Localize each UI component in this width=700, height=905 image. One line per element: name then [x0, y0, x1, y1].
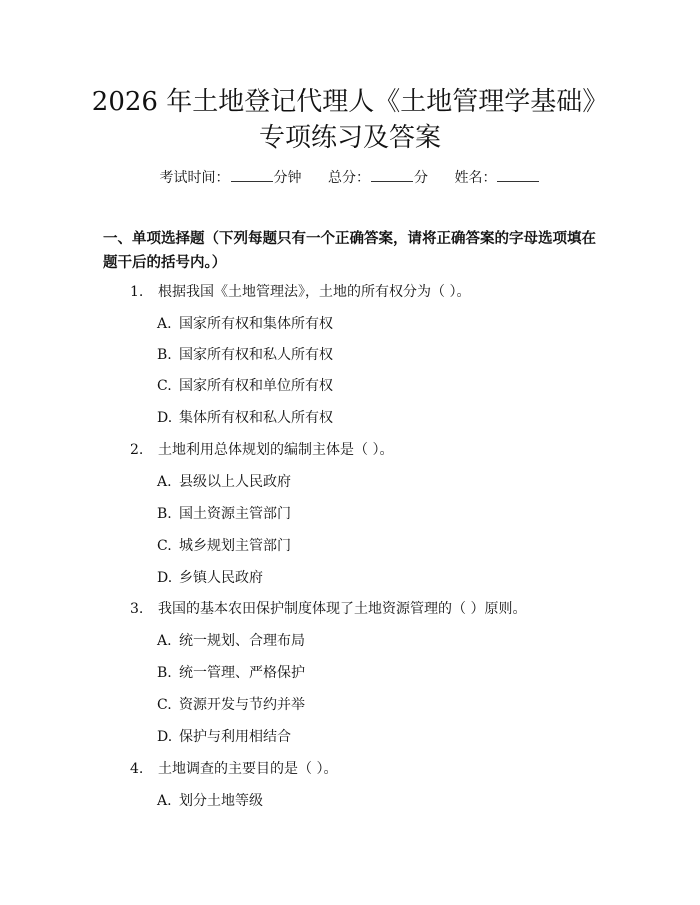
- option-text: 城乡规划主管部门: [179, 538, 291, 554]
- option-letter: D.: [157, 570, 173, 586]
- total-score-unit: 分: [414, 170, 428, 186]
- option-letter: C.: [157, 697, 172, 713]
- question-2-option-b: [157, 504, 291, 524]
- question-1-option-d: [157, 408, 333, 428]
- question-number: 4.: [130, 761, 144, 777]
- name-label: 姓名：: [454, 170, 497, 186]
- question-stem: 我国的基本农田保护制度体现了土地资源管理的（ ）原则。: [158, 601, 527, 617]
- exam-title-line-2: 专项练习及答案: [258, 123, 441, 153]
- question-1-option-a: [157, 314, 333, 334]
- total-score-blank: [371, 168, 413, 182]
- option-text: 统一规划、合理布局: [179, 633, 305, 649]
- option-text: 国土资源主管部门: [179, 506, 291, 522]
- question-3-option-d: [157, 727, 291, 747]
- question-3: [130, 599, 526, 619]
- option-text: 划分土地等级: [179, 793, 263, 809]
- question-1-option-c: [157, 376, 333, 396]
- option-text: 资源开发与节约并举: [179, 697, 305, 713]
- option-text: 国家所有权和集体所有权: [179, 316, 333, 332]
- name-field: [454, 170, 540, 186]
- question-stem: 土地调查的主要目的是（ ）。: [158, 761, 338, 777]
- option-letter: A.: [157, 474, 172, 490]
- question-4-option-a: [157, 791, 263, 811]
- option-letter: B.: [157, 347, 172, 363]
- question-stem: 根据我国《土地管理法》，土地的所有权分为（ ）。: [158, 284, 471, 300]
- question-2-option-c: [157, 536, 291, 556]
- exam-meta-row: [0, 168, 700, 188]
- option-letter: C.: [157, 378, 172, 394]
- option-text: 集体所有权和私人所有权: [179, 410, 333, 426]
- option-letter: A.: [157, 633, 172, 649]
- exam-title-line-1: 2026 年土地登记代理人《土地管理学基础》: [91, 87, 609, 117]
- option-text: 统一管理、严格保护: [179, 665, 305, 681]
- option-text: 县级以上人民政府: [179, 474, 291, 490]
- question-2: [130, 440, 393, 460]
- question-3-option-b: [157, 663, 305, 683]
- question-1-option-b: [157, 345, 333, 365]
- question-3-option-c: [157, 695, 305, 715]
- question-stem: 土地利用总体规划的编制主体是（ ）。: [158, 442, 394, 458]
- option-letter: A.: [157, 316, 172, 332]
- exam-time-blank: [231, 168, 273, 182]
- option-letter: A.: [157, 793, 172, 809]
- question-number: 2.: [130, 442, 144, 458]
- exam-time-label: 考试时间：: [159, 170, 230, 186]
- option-letter: C.: [157, 538, 172, 554]
- option-text: 国家所有权和私人所有权: [179, 347, 333, 363]
- question-number: 1.: [130, 284, 144, 300]
- question-2-option-d: [157, 568, 263, 588]
- name-blank: [497, 168, 539, 182]
- question-3-option-a: [157, 631, 305, 651]
- option-letter: D.: [157, 410, 173, 426]
- option-letter: B.: [157, 506, 172, 522]
- question-1: [130, 282, 470, 302]
- question-number: 3.: [130, 601, 144, 617]
- question-2-option-a: [157, 472, 291, 492]
- option-text: 保护与利用相结合: [179, 729, 291, 745]
- exam-time-unit: 分钟: [273, 170, 302, 186]
- total-score-field: [328, 170, 428, 186]
- total-score-label: 总分：: [328, 170, 370, 186]
- option-letter: D.: [157, 729, 173, 745]
- exam-time-field: [160, 170, 302, 186]
- question-4: [130, 759, 337, 779]
- option-letter: B.: [157, 665, 172, 681]
- section-heading: 一、单项选择题（下列每题只有一个正确答案，请将正确答案的字母选项填在题干后的括号内。）: [103, 231, 596, 271]
- option-text: 国家所有权和单位所有权: [179, 378, 333, 394]
- option-text: 乡镇人民政府: [179, 570, 263, 586]
